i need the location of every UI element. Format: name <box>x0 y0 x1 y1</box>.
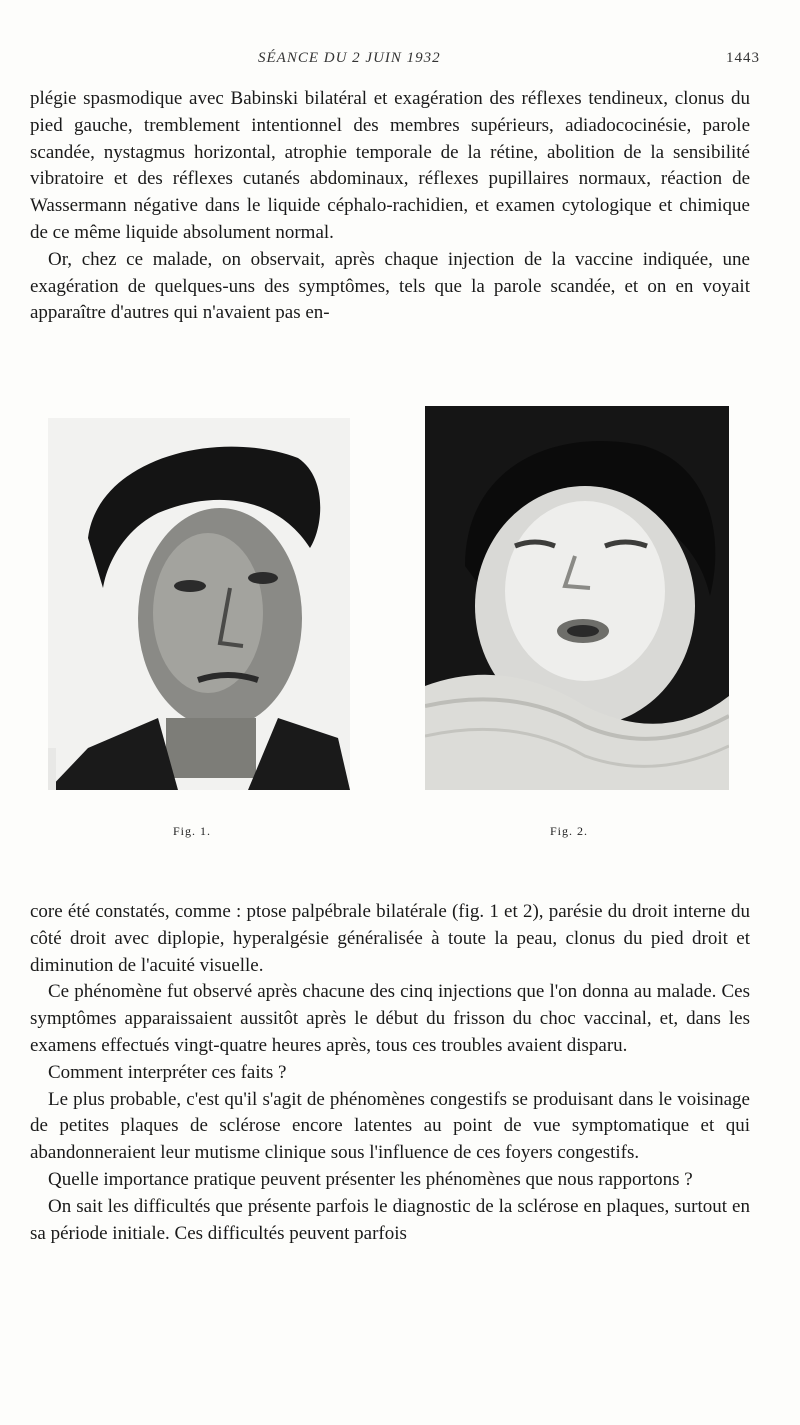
figure-1-caption: Fig. 1. <box>173 824 212 838</box>
paragraph: Comment interpréter ces faits ? <box>48 1061 287 1083</box>
figure-1-photo <box>48 418 350 790</box>
bottom-text-block <box>30 899 750 1247</box>
paragraph: core été constatés, comme : ptose palpébrale bilatérale (fig. 1 et 2), parésie du droit interne du côté droit avec diplopie, hyperalgésie généralisée à toute la peau, clonus du pied droit et diminution de l'acuité visuelle. <box>30 901 750 976</box>
figures-area <box>0 400 800 850</box>
portrait-photo-1 <box>48 418 350 790</box>
portrait-photo-2 <box>425 406 729 790</box>
top-text-block <box>30 86 750 327</box>
paragraph: On sait les difficultés que présente parfois le diagnostic de la sclérose en plaques, surtout en sa période initiale. Ces difficultés peuvent parfois <box>30 1195 750 1244</box>
page-number: 1443 <box>726 50 760 66</box>
figure-2-photo <box>425 406 729 790</box>
running-title: SÉANCE DU 2 JUIN 1932 <box>258 50 441 66</box>
paragraph: Or, chez ce malade, on observait, après chaque injection de la vaccine indiquée, une exagération de quelques-uns des symptômes, tels que la parole scandée, et on en voyait apparaître d'autres qui n'avaient pas en- <box>30 248 750 324</box>
paragraph: Le plus probable, c'est qu'il s'agit de phénomènes congestifs se produisant dans le voisinage de petites plaques de sclérose encore latentes au point de vue symptomatique et qui abandonneraient leur mutisme clinique sous l'influence de ces foyers congestifs. <box>30 1088 750 1164</box>
paragraph: Ce phénomène fut observé après chacune des cinq injections que l'on donna au malade. Ces symptômes apparaissaient aussitôt après le début du frisson du choc vaccinal, et, dans les examens effectués vingt-quatre heures après, tous ces troubles avaient disparu. <box>30 981 750 1056</box>
page-header <box>0 50 800 72</box>
paragraph: Quelle importance pratique peuvent présenter les phénomènes que nous rapportons ? <box>48 1168 693 1190</box>
figure-2-caption: Fig. 2. <box>550 824 589 838</box>
paragraph: plégie spasmodique avec Babinski bilatéral et exagération des réflexes tendineux, clonus du pied gauche, tremblement intentionnel des membres supérieurs, adiadococinésie, parole scandée, nystagmus horizontal, atrophie temporale de la rétine, abolition de la sensibilité vibratoire et des réflexes cutanés abdominaux, réflexes pupillaires normaux, réaction de Wassermann négative dans le liquide céphalo-rachidien, et examen cytologique et chimique de ce même liquide absolument normal. <box>30 88 750 243</box>
